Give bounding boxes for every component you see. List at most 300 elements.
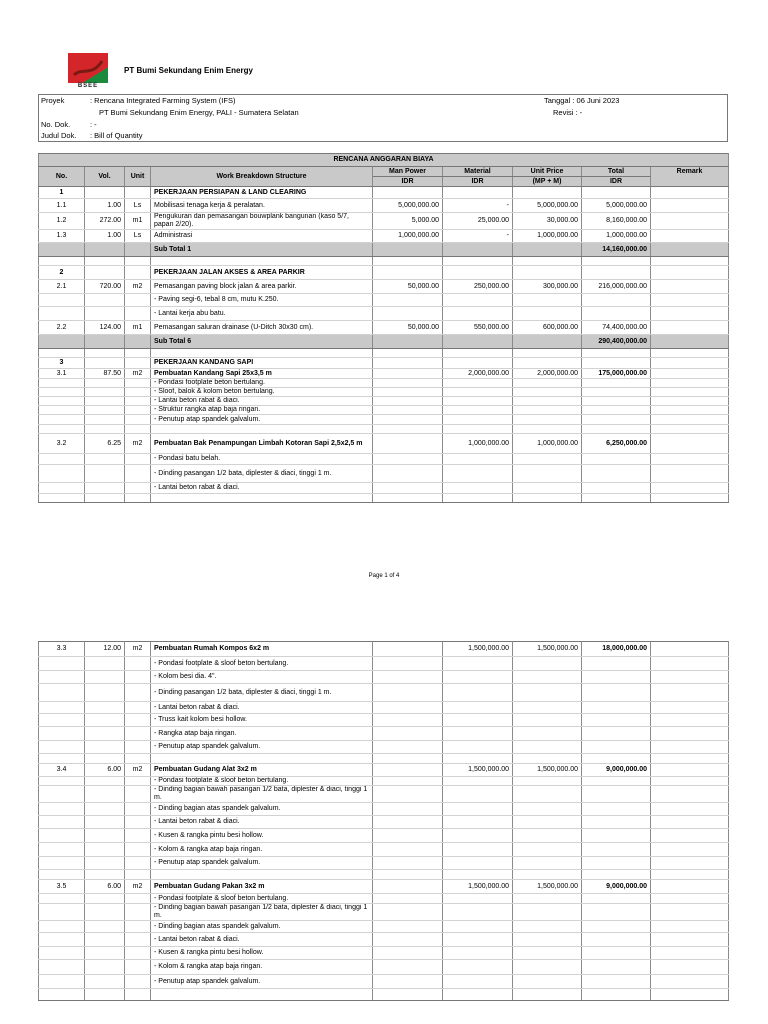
- cell-no: [39, 870, 85, 880]
- cell-material: -: [443, 199, 513, 213]
- cell-vol: [85, 727, 125, 741]
- cell-vol: [85, 904, 125, 921]
- cell-unit-price: [513, 741, 582, 754]
- cell-remark: [651, 415, 729, 425]
- cell-total: [582, 786, 651, 803]
- cell-remark: [651, 280, 729, 294]
- cell-vol: [85, 187, 125, 199]
- table-row: [39, 415, 729, 425]
- cell-unit: [125, 803, 151, 816]
- cell-remark: [651, 870, 729, 880]
- cell-unit-price: [513, 894, 582, 904]
- cell-material: [443, 843, 513, 857]
- cell-remark: [651, 960, 729, 975]
- cell-no: [39, 857, 85, 870]
- cell-unit: [125, 904, 151, 921]
- cell-manpower: [373, 816, 443, 829]
- cell-remark: [651, 857, 729, 870]
- cell-unit: [125, 777, 151, 786]
- cell-manpower: [373, 187, 443, 199]
- cell-remark: [651, 754, 729, 764]
- cell-no: [39, 684, 85, 702]
- cell-total: [582, 816, 651, 829]
- cell-remark: [651, 727, 729, 741]
- cell-material: [443, 870, 513, 880]
- cell-material: [443, 857, 513, 870]
- table-row: [39, 199, 729, 213]
- cell-manpower: [373, 777, 443, 786]
- cell-no: [39, 933, 85, 947]
- cell-unit: [125, 975, 151, 989]
- cell-vol: [85, 870, 125, 880]
- cell-remark: [651, 187, 729, 199]
- cell-vol: [85, 829, 125, 843]
- table-row: [39, 960, 729, 975]
- cell-unit-price: [513, 307, 582, 321]
- cell-remark: [651, 406, 729, 415]
- company-name: PT Bumi Sekundang Enim Energy: [124, 66, 253, 75]
- cell-material: [443, 933, 513, 947]
- cell-manpower: [373, 454, 443, 465]
- cell-manpower: [373, 843, 443, 857]
- cell-description: Pembuatan Gudang Pakan 3x2 m: [151, 880, 373, 894]
- cell-manpower: [373, 880, 443, 894]
- cell-no: [39, 843, 85, 857]
- cell-total: [582, 803, 651, 816]
- cell-manpower: [373, 857, 443, 870]
- table-row: [39, 947, 729, 960]
- cell-description: [151, 257, 373, 266]
- cell-remark: [651, 657, 729, 671]
- cell-unit-price: [513, 415, 582, 425]
- cell-total: 8,160,000.00: [582, 213, 651, 230]
- cell-description: - Penutup atap spandek galvalum.: [151, 415, 373, 425]
- cell-manpower: [373, 483, 443, 494]
- cell-no: [39, 816, 85, 829]
- table-row: [39, 406, 729, 415]
- cell-material: [443, 684, 513, 702]
- cell-vol: [85, 671, 125, 684]
- cell-material: [443, 406, 513, 415]
- cell-total: 18,000,000.00: [582, 642, 651, 657]
- cell-unit-price: 1,500,000.00: [513, 642, 582, 657]
- cell-description: Sub Total 6: [151, 335, 373, 349]
- cell-material: 250,000.00: [443, 280, 513, 294]
- cell-no: [39, 960, 85, 975]
- col-header-vol: Vol.: [85, 167, 125, 187]
- cell-description: - Kolom & rangka atap baja ringan.: [151, 960, 373, 975]
- cell-manpower: [373, 349, 443, 358]
- cell-remark: [651, 321, 729, 335]
- table-row: [39, 921, 729, 933]
- table-row: [39, 843, 729, 857]
- cell-unit: [125, 415, 151, 425]
- cell-remark: [651, 921, 729, 933]
- cell-vol: [85, 257, 125, 266]
- cell-remark: [651, 230, 729, 243]
- cell-unit-price: 2,000,000.00: [513, 369, 582, 379]
- cell-unit-price: [513, 684, 582, 702]
- cell-vol: [85, 933, 125, 947]
- cell-manpower: [373, 494, 443, 503]
- cell-total: [582, 727, 651, 741]
- table-row: [39, 187, 729, 199]
- cell-remark: [651, 335, 729, 349]
- cell-total: [582, 843, 651, 857]
- cell-total: [582, 483, 651, 494]
- cell-vol: [85, 894, 125, 904]
- cell-unit: [125, 657, 151, 671]
- cell-no: [39, 702, 85, 714]
- cell-unit-price: 1,500,000.00: [513, 880, 582, 894]
- cell-unit-price: 300,000.00: [513, 280, 582, 294]
- cell-vol: [85, 803, 125, 816]
- cell-total: [582, 777, 651, 786]
- cell-no: [39, 777, 85, 786]
- cell-total: [582, 671, 651, 684]
- cell-vol: 6.25: [85, 434, 125, 454]
- cell-unit: [125, 294, 151, 307]
- cell-unit-price: [513, 465, 582, 483]
- cell-vol: [85, 349, 125, 358]
- cell-remark: [651, 307, 729, 321]
- cell-total: 6,250,000.00: [582, 434, 651, 454]
- cell-remark: [651, 358, 729, 369]
- cell-unit: m2: [125, 642, 151, 657]
- cell-unit: [125, 349, 151, 358]
- cell-description: - Truss kait kolom besi hollow.: [151, 714, 373, 727]
- cell-description: - Rangka atap baja ringan.: [151, 727, 373, 741]
- cell-vol: [85, 465, 125, 483]
- cell-vol: [85, 388, 125, 397]
- cell-material: [443, 379, 513, 388]
- table-row: [39, 803, 729, 816]
- cell-material: [443, 894, 513, 904]
- cell-manpower: 1,000,000.00: [373, 230, 443, 243]
- cell-unit: m2: [125, 764, 151, 777]
- cell-description: PEKERJAAN JALAN AKSES & AREA PARKIR: [151, 266, 373, 280]
- cell-material: -: [443, 230, 513, 243]
- logo-text: BSEE: [77, 83, 99, 89]
- tanggal: Tanggal : 06 Juni 2023: [544, 96, 620, 105]
- cell-manpower: [373, 415, 443, 425]
- table-row: [39, 465, 729, 483]
- cell-no: [39, 803, 85, 816]
- cell-vol: [85, 741, 125, 754]
- cell-total: [582, 684, 651, 702]
- table-row: [39, 307, 729, 321]
- cell-remark: [651, 379, 729, 388]
- cell-total: [582, 894, 651, 904]
- spacer-row: [39, 494, 729, 503]
- cell-manpower: [373, 702, 443, 714]
- cell-description: PEKERJAAN PERSIAPAN & LAND CLEARING: [151, 187, 373, 199]
- table-row: [39, 397, 729, 406]
- cell-no: 1.3: [39, 230, 85, 243]
- cell-remark: [651, 642, 729, 657]
- cell-material: 2,000,000.00: [443, 369, 513, 379]
- cell-manpower: [373, 294, 443, 307]
- cell-total: [582, 741, 651, 754]
- cell-material: [443, 671, 513, 684]
- cell-total: [582, 187, 651, 199]
- table-row: [39, 379, 729, 388]
- cell-unit-price: [513, 829, 582, 843]
- cell-total: 9,000,000.00: [582, 764, 651, 777]
- table-row: [39, 642, 729, 657]
- cell-remark: [651, 243, 729, 257]
- cell-no: [39, 243, 85, 257]
- cell-total: [582, 989, 651, 1001]
- cell-no: [39, 894, 85, 904]
- cell-description: - Dinding bagian bawah pasangan 1/2 bata, diplester & diaci, tinggi 1 m.: [151, 904, 373, 921]
- cell-remark: [651, 894, 729, 904]
- cell-description: - Kusen & rangka pintu besi hollow.: [151, 947, 373, 960]
- table-row: [39, 829, 729, 843]
- cell-remark: [651, 671, 729, 684]
- cell-manpower: [373, 741, 443, 754]
- cell-unit-price: [513, 397, 582, 406]
- cell-no: 1: [39, 187, 85, 199]
- cell-description: - Lantai kerja abu batu.: [151, 307, 373, 321]
- page-number: Page 1 of 4: [368, 573, 400, 579]
- cell-no: [39, 494, 85, 503]
- cell-unit: m1: [125, 321, 151, 335]
- cell-no: [39, 406, 85, 415]
- cell-remark: [651, 975, 729, 989]
- cell-remark: [651, 266, 729, 280]
- cell-unit: [125, 894, 151, 904]
- cell-no: [39, 921, 85, 933]
- cell-unit: m2: [125, 434, 151, 454]
- cell-vol: [85, 307, 125, 321]
- table-row: [39, 280, 729, 294]
- cell-unit-price: [513, 843, 582, 857]
- table-row: [39, 483, 729, 494]
- cell-vol: 1.00: [85, 199, 125, 213]
- cell-manpower: 5,000,000.00: [373, 199, 443, 213]
- cell-vol: [85, 857, 125, 870]
- cell-unit: [125, 454, 151, 465]
- cell-remark: [651, 764, 729, 777]
- spacer-row: [39, 257, 729, 266]
- cell-remark: [651, 702, 729, 714]
- cell-material: [443, 960, 513, 975]
- col-header-wbs: Work Breakdown Structure: [151, 167, 373, 187]
- cell-unit-price: [513, 904, 582, 921]
- cell-material: [443, 397, 513, 406]
- cell-manpower: [373, 397, 443, 406]
- cell-remark: [651, 741, 729, 754]
- cell-unit-price: [513, 406, 582, 415]
- table-row: [39, 294, 729, 307]
- cell-unit: [125, 714, 151, 727]
- cell-vol: 6.00: [85, 764, 125, 777]
- cell-unit: [125, 960, 151, 975]
- table-row: [39, 454, 729, 465]
- cell-unit-price: [513, 816, 582, 829]
- cell-description: - Sloof, balok & kolom beton bertulang.: [151, 388, 373, 397]
- cell-manpower: [373, 754, 443, 764]
- cell-total: [582, 494, 651, 503]
- cell-no: [39, 454, 85, 465]
- cell-no: [39, 657, 85, 671]
- cell-material: [443, 829, 513, 843]
- cell-material: [443, 803, 513, 816]
- cell-material: [443, 454, 513, 465]
- cell-unit-price: [513, 349, 582, 358]
- col-header-remark: Remark: [651, 167, 729, 187]
- cell-manpower: [373, 803, 443, 816]
- cell-description: - Pondasi batu belah.: [151, 454, 373, 465]
- cell-description: [151, 494, 373, 503]
- cell-description: - Kusen & rangka pintu besi hollow.: [151, 829, 373, 843]
- cell-description: - Kolom besi dia. 4".: [151, 671, 373, 684]
- cell-total: [582, 702, 651, 714]
- cell-total: [582, 379, 651, 388]
- cell-unit: [125, 187, 151, 199]
- cell-total: [582, 454, 651, 465]
- cell-unit: [125, 465, 151, 483]
- cell-manpower: [373, 904, 443, 921]
- cell-material: [443, 335, 513, 349]
- cell-unit-price: [513, 803, 582, 816]
- cell-material: [443, 494, 513, 503]
- cell-vol: [85, 454, 125, 465]
- cell-remark: [651, 777, 729, 786]
- cell-material: [443, 307, 513, 321]
- cell-material: [443, 816, 513, 829]
- cell-manpower: [373, 465, 443, 483]
- cell-material: [443, 947, 513, 960]
- cell-unit: [125, 379, 151, 388]
- cell-vol: 87.50: [85, 369, 125, 379]
- cell-vol: [85, 702, 125, 714]
- cell-manpower: [373, 388, 443, 397]
- cell-manpower: [373, 894, 443, 904]
- cell-remark: [651, 434, 729, 454]
- cell-manpower: [373, 406, 443, 415]
- cell-total: [582, 425, 651, 434]
- cell-total: [582, 358, 651, 369]
- cell-description: Pembuatan Kandang Sapi 25x3,5 m: [151, 369, 373, 379]
- cell-vol: [85, 843, 125, 857]
- cell-total: [582, 657, 651, 671]
- cell-manpower: [373, 786, 443, 803]
- cell-unit-price: [513, 786, 582, 803]
- cell-no: [39, 975, 85, 989]
- col-header-material: Material: [443, 167, 513, 177]
- cell-unit: [125, 741, 151, 754]
- cell-total: [582, 415, 651, 425]
- cell-remark: [651, 684, 729, 702]
- cell-manpower: [373, 257, 443, 266]
- table-row: [39, 727, 729, 741]
- cell-unit: [125, 266, 151, 280]
- cell-no: [39, 307, 85, 321]
- cell-material: [443, 741, 513, 754]
- cell-material: 1,500,000.00: [443, 880, 513, 894]
- cell-manpower: 5,000.00: [373, 213, 443, 230]
- cell-remark: [651, 369, 729, 379]
- cell-material: [443, 243, 513, 257]
- cell-total: [582, 975, 651, 989]
- table-row: [39, 671, 729, 684]
- cell-no: [39, 415, 85, 425]
- cell-total: [582, 904, 651, 921]
- cell-description: Pengukuran dan pemasangan bouwplank bangunan (kaso 5/7, papan 2/20).: [151, 213, 373, 230]
- cell-unit-price: [513, 960, 582, 975]
- cell-unit-price: 5,000,000.00: [513, 199, 582, 213]
- table-row: [39, 741, 729, 754]
- cell-material: [443, 904, 513, 921]
- cell-manpower: 50,000.00: [373, 321, 443, 335]
- cell-manpower: [373, 369, 443, 379]
- cell-no: [39, 786, 85, 803]
- cell-remark: [651, 294, 729, 307]
- cell-material: [443, 754, 513, 764]
- cell-total: [582, 349, 651, 358]
- cell-unit: [125, 257, 151, 266]
- cell-unit-price: [513, 870, 582, 880]
- cell-description: [151, 425, 373, 434]
- cell-remark: [651, 213, 729, 230]
- cell-vol: [85, 415, 125, 425]
- cell-description: - Dinding pasangan 1/2 bata, diplester & diaci, tinggi 1 m.: [151, 465, 373, 483]
- cell-material: 25,000.00: [443, 213, 513, 230]
- cell-remark: [651, 843, 729, 857]
- cell-manpower: [373, 975, 443, 989]
- cell-total: 74,400,000.00: [582, 321, 651, 335]
- table-row: [39, 816, 729, 829]
- cell-no: [39, 754, 85, 764]
- cell-description: - Lantai beton rabat & diaci.: [151, 483, 373, 494]
- cell-total: [582, 870, 651, 880]
- cell-no: 3: [39, 358, 85, 369]
- cell-manpower: [373, 434, 443, 454]
- cell-material: [443, 294, 513, 307]
- cell-unit: m2: [125, 880, 151, 894]
- table-row: [39, 434, 729, 454]
- cell-material: 1,000,000.00: [443, 434, 513, 454]
- cell-unit-price: 600,000.00: [513, 321, 582, 335]
- cell-vol: [85, 494, 125, 503]
- cell-unit-price: [513, 483, 582, 494]
- cell-material: [443, 349, 513, 358]
- cell-manpower: [373, 307, 443, 321]
- cell-vol: [85, 754, 125, 764]
- cell-material: 1,500,000.00: [443, 642, 513, 657]
- cell-unit-price: [513, 494, 582, 503]
- cell-total: [582, 947, 651, 960]
- cell-remark: [651, 257, 729, 266]
- cell-total: 216,000,000.00: [582, 280, 651, 294]
- cell-unit: [125, 494, 151, 503]
- cell-description: Pembuatan Gudang Alat 3x2 m: [151, 764, 373, 777]
- cell-vol: 720.00: [85, 280, 125, 294]
- cell-unit: m2: [125, 369, 151, 379]
- cell-vol: [85, 294, 125, 307]
- cell-unit: [125, 870, 151, 880]
- cell-description: Sub Total 1: [151, 243, 373, 257]
- cell-remark: [651, 947, 729, 960]
- cell-unit-price: [513, 989, 582, 1001]
- document-info-box: [38, 94, 728, 142]
- cell-description: [151, 870, 373, 880]
- cell-material: [443, 727, 513, 741]
- spacer-row: [39, 754, 729, 764]
- cell-manpower: [373, 727, 443, 741]
